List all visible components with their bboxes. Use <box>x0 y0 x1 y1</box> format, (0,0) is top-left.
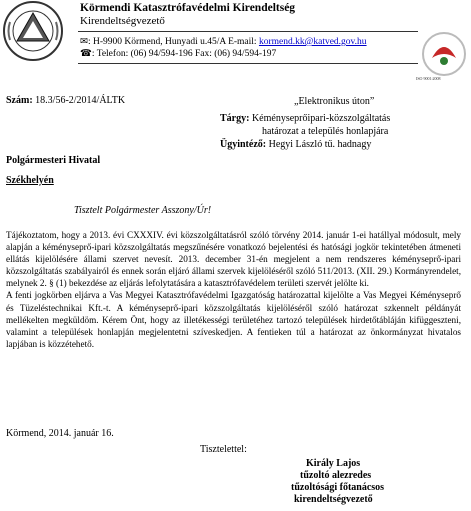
recipient-line-2: Székhelyén <box>6 175 54 186</box>
phone-fax-text: Telefon: (06) 94/594-196 Fax: (06) 94/594-197 <box>96 49 277 59</box>
org-name: Körmendi Katasztrófavédelmi Kirendeltség <box>80 2 296 14</box>
iso-cert-text: ISO 9001:2008 <box>416 76 441 81</box>
katasztrofavedelem-emblem <box>2 0 64 62</box>
date-line: Körmend, 2014. január 16. <box>6 428 114 439</box>
iso-certification-logo <box>420 30 468 78</box>
subject-label: Tárgy: <box>220 113 250 124</box>
handler-value: Hegyi László tű. hadnagy <box>268 139 372 150</box>
handler-line <box>220 139 371 150</box>
mail-icon: ✉ <box>80 37 88 47</box>
recipient-line-1: Polgármesteri Hivatal <box>6 155 101 166</box>
signature-title-2: kirendeltségvezető <box>294 494 373 505</box>
reference-number <box>6 95 125 106</box>
paragraph: A fenti jogkörben eljárva a Vas Megyei Katasztrófavédelmi Igazgatóság határozattal kijelölte a Vas Megyei Kéményseprő és Tüzeléstechnikai Kft.-t. A kéményseprő-ipari közszolgáltatás kijelöléséről szóló határozat szkennelt példányát mellékelten megküldöm. Kérem Önt, hogy az illetékességi területéhez tartozó települések hirdetőtábláján kifüggeszteni, valamint a települések honlapján megjelentetni szíveskedjen. A fentieken túl a határozat az önkormányzat hivatalos lapjában is közzétehető. <box>6 290 461 349</box>
phone-icon: ☎ <box>80 49 92 59</box>
address-text: H-9900 Körmend, Hunyadi u.45/A E-mail: <box>92 37 259 47</box>
letter-body <box>6 229 461 350</box>
salutation: Tisztelt Polgármester Asszony/Úr! <box>74 205 212 216</box>
org-subtitle: Kirendeltségvezető <box>80 15 165 27</box>
ref-label: Szám: <box>6 95 33 106</box>
header-divider-bottom <box>78 63 418 64</box>
email-link[interactable]: kormend.kk@katved.gov.hu <box>258 37 367 47</box>
address-line: ✉: H-9900 Körmend, Hunyadi u.45/A E-mail: kormend.kk@katved.gov.hu <box>80 37 367 47</box>
closing: Tisztelettel: <box>200 444 247 455</box>
signature-title-1: tűzoltósági főtanácsos <box>291 482 385 493</box>
delivery-channel: „Elektronikus úton” <box>294 96 375 107</box>
paragraph: Tájékoztatom, hogy a 2013. évi CXXXIV. évi közszolgáltatásról szóló törvény 2014. január 1-ei hatállyal módosult, mely alapján a kéményseprő-ipari közszolgáltatás megszűnésére vonatkozó bejelentési és hatósági jogkör tekintetében átmeneti ellátás kijelölésére állami szervet nevesít. 2013. december 31-én megjelent a nem rendszeres kéményseprő-ipari közszolgáltatás szabályairól és ennek során eljáró állami szervek kijelöléséről szóló 511/2013. (XII. 29.) Kormányrendelet, melynek 2. § (1) bekezdése az eljárás lefolytatására a katasztrófavédelem területi szervét jelölte ki. <box>6 230 461 289</box>
ref-value: 18.3/56-2/2014/ÁLTK <box>35 95 126 106</box>
signature-name: Király Lajos <box>306 458 361 469</box>
contact-block <box>80 36 367 60</box>
signature-rank: tűzoltó alezredes <box>300 470 372 481</box>
subject-value-1: Kéményseprőipari-közszolgáltatás <box>251 113 391 124</box>
subject-line-1 <box>220 113 390 124</box>
handler-label: Ügyintéző: <box>220 139 267 150</box>
subject-line-2: határozat a település honlapjára <box>262 126 389 137</box>
phone-line: ☎: Telefon: (06) 94/594-196 Fax: (06) 94/594-197 <box>80 49 277 59</box>
header-divider-top <box>78 31 418 32</box>
